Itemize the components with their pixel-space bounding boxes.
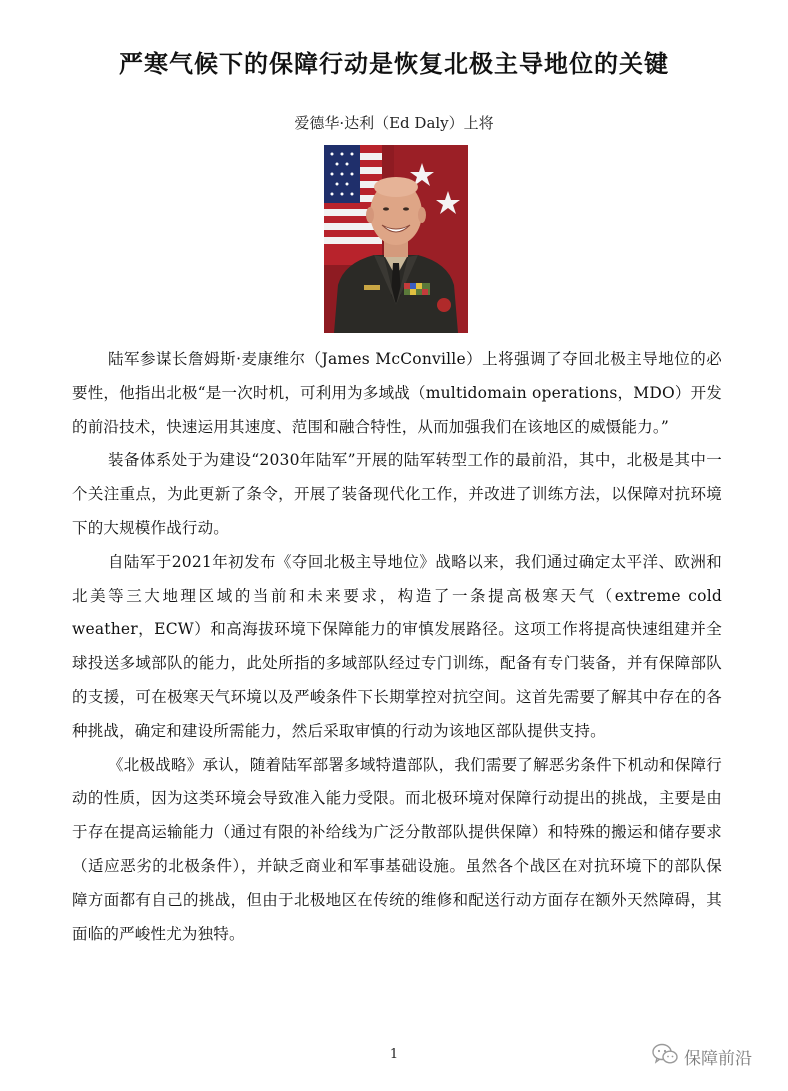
author-portrait [324, 145, 468, 333]
watermark-label: 保障前沿 [684, 1049, 752, 1069]
paragraph: 装备体系处于为建设“2030年陆军”开展的陆军转型工作的最前沿，其中，北极是其中一个关注重点，为此更新了条令，开展了装备现代化工作，并改进了训练方法，以保障对抗环境下的大规模作战行动。 [72, 451, 722, 537]
watermark [652, 1043, 752, 1070]
article-body [72, 343, 722, 951]
page-number: 1 [389, 1047, 399, 1062]
document-title: 严寒气候下的保障行动是恢复北极主导地位的关键 [119, 50, 669, 78]
wechat-icon [652, 1043, 678, 1070]
author-line: 爱德华·达利（Ed Daly）上将 [294, 114, 494, 132]
paragraph: 自陆军于2021年初发布《夺回北极主导地位》战略以来，我们通过确定太平洋、欧洲和北美等三大地理区域的当前和未来要求，构造了一条提高极寒天气（extreme cold weather，ECW）和高海拔环境下保障能力的审慎发展路径。这项工作将提高快速组建并全球投送多域部队的能力，此处所指的多域部队经过专门训练，配备有专门装备，并有保障部队的支援，可在极寒天气环境以及严峻条件下长期掌控对抗空间。这首先需要了解其中存在的各种挑战，确定和建设所需能力，然后采取审慎的行动为该地区部队提供支持。 [72, 552, 722, 740]
paragraph: 陆军参谋长詹姆斯·麦康维尔（James McConville）上将强调了夺回北极主导地位的必要性，他指出北极“是一次时机，可利用为多域战（multidomain operations，MDO）开发的前沿技术，快速运用其速度、范围和融合特性，从而加强我们在该地区的威慑能力。” [72, 350, 722, 436]
paragraph: 《北极战略》承认，随着陆军部署多域特遣部队，我们需要了解恶劣条件下机动和保障行动的性质，因为这类环境会导致准入能力受限。而北极环境对保障行动提出的挑战，主要是由于存在提高运输能力（通过有限的补给线为广泛分散部队提供保障）和特殊的搬运和储存要求（适应恶劣的北极条件），并缺乏商业和军事基础设施。虽然各个战区在对抗环境下的部队保障方面都有自己的挑战，但由于北极地区在传统的维修和配送行动方面存在额外天然障碍，其面临的严峻性尤为独特。 [72, 755, 722, 943]
